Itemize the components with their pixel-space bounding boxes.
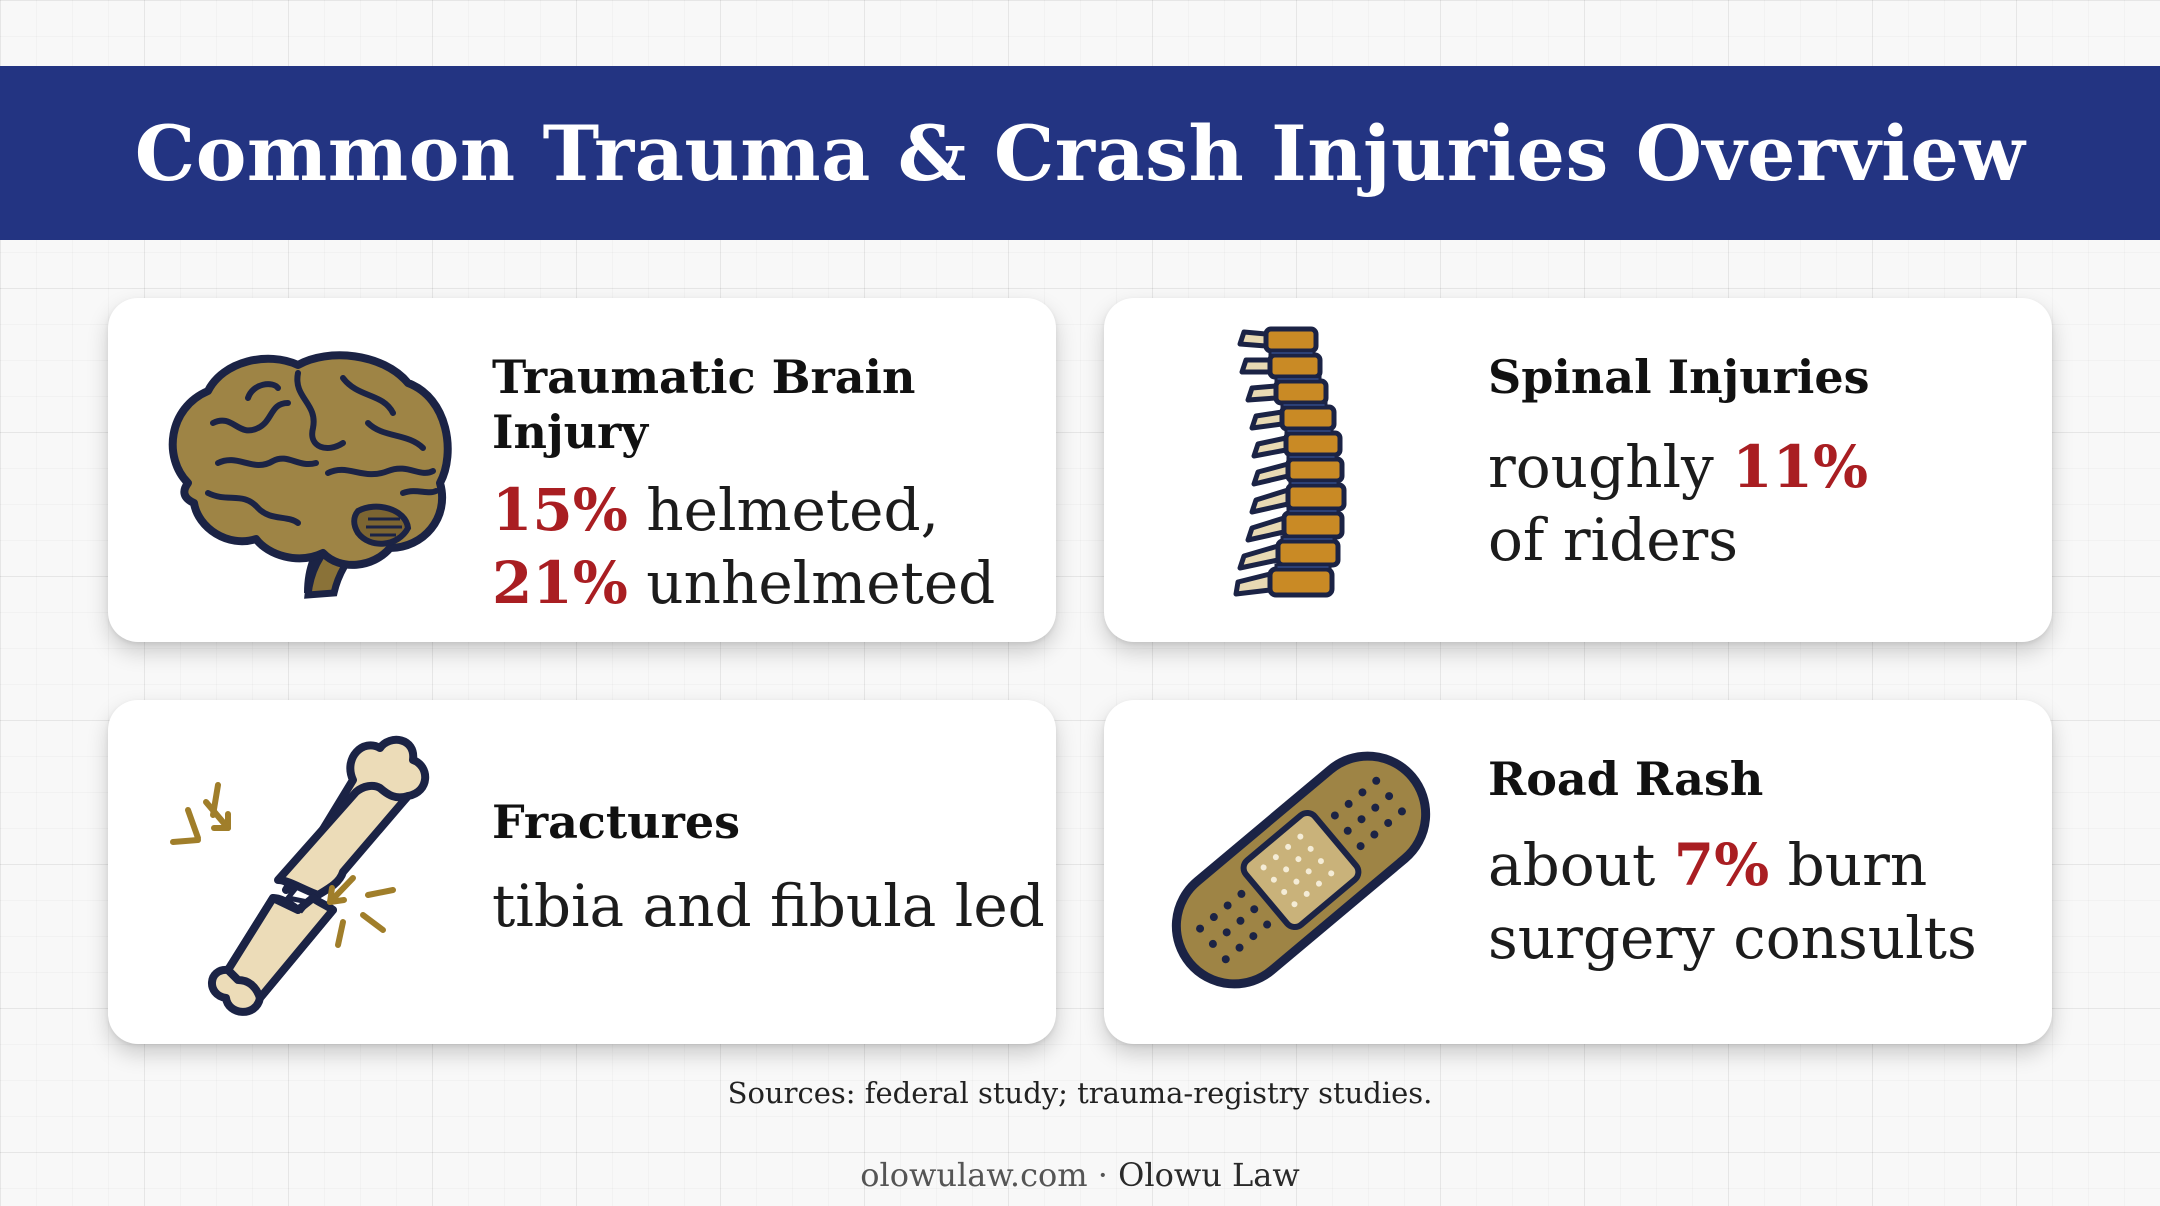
card-stat-line — [1488, 829, 1977, 902]
card-stat-line — [492, 547, 1056, 620]
stat-percentage: 11% — [1732, 433, 1869, 502]
card-stat-line: tibia and fibula led — [492, 872, 1045, 941]
card-traumatic-brain-injury — [108, 298, 1056, 642]
card-stat-line: of riders — [1488, 505, 1739, 574]
bandage-icon — [1166, 740, 1436, 1000]
spine-icon — [1224, 324, 1374, 614]
footer-website-link[interactable]: olowulaw.com — [860, 1156, 1088, 1194]
stat-percentage: 15% — [492, 476, 628, 545]
card-stat-line — [1488, 431, 1870, 504]
stat-text: roughly — [1488, 433, 1733, 502]
footer — [0, 1156, 2160, 1194]
card-heading: Traumatic Brain Injury — [492, 350, 916, 460]
card-fractures — [108, 700, 1056, 1044]
stat-text: unhelmeted — [627, 548, 996, 617]
card-road-rash — [1104, 700, 2052, 1044]
stat-text: burn — [1769, 831, 1928, 900]
brain-icon — [158, 343, 458, 603]
stat-percentage: 7% — [1673, 831, 1770, 900]
sources-note: Sources: federal study; trauma-registry studies. — [727, 1076, 1433, 1110]
broken-bone-icon — [168, 730, 448, 1020]
card-stat-line: surgery consults — [1488, 903, 1977, 972]
card-heading: Fractures — [492, 795, 740, 849]
stat-text: about — [1488, 831, 1674, 900]
card-stat-line — [492, 474, 1056, 547]
stat-percentage: 21% — [492, 548, 628, 617]
card-spinal-injuries — [1104, 298, 2052, 642]
footer-separator: · — [1087, 1156, 1119, 1194]
footer-firm-name: Olowu Law — [1118, 1156, 1300, 1194]
stat-text: helmeted, — [627, 476, 940, 545]
title-banner — [0, 66, 2160, 240]
page-title: Common Trauma & Crash Injuries Overview — [134, 108, 2026, 198]
card-heading: Road Rash — [1488, 752, 1764, 806]
card-heading: Spinal Injuries — [1488, 350, 1870, 404]
